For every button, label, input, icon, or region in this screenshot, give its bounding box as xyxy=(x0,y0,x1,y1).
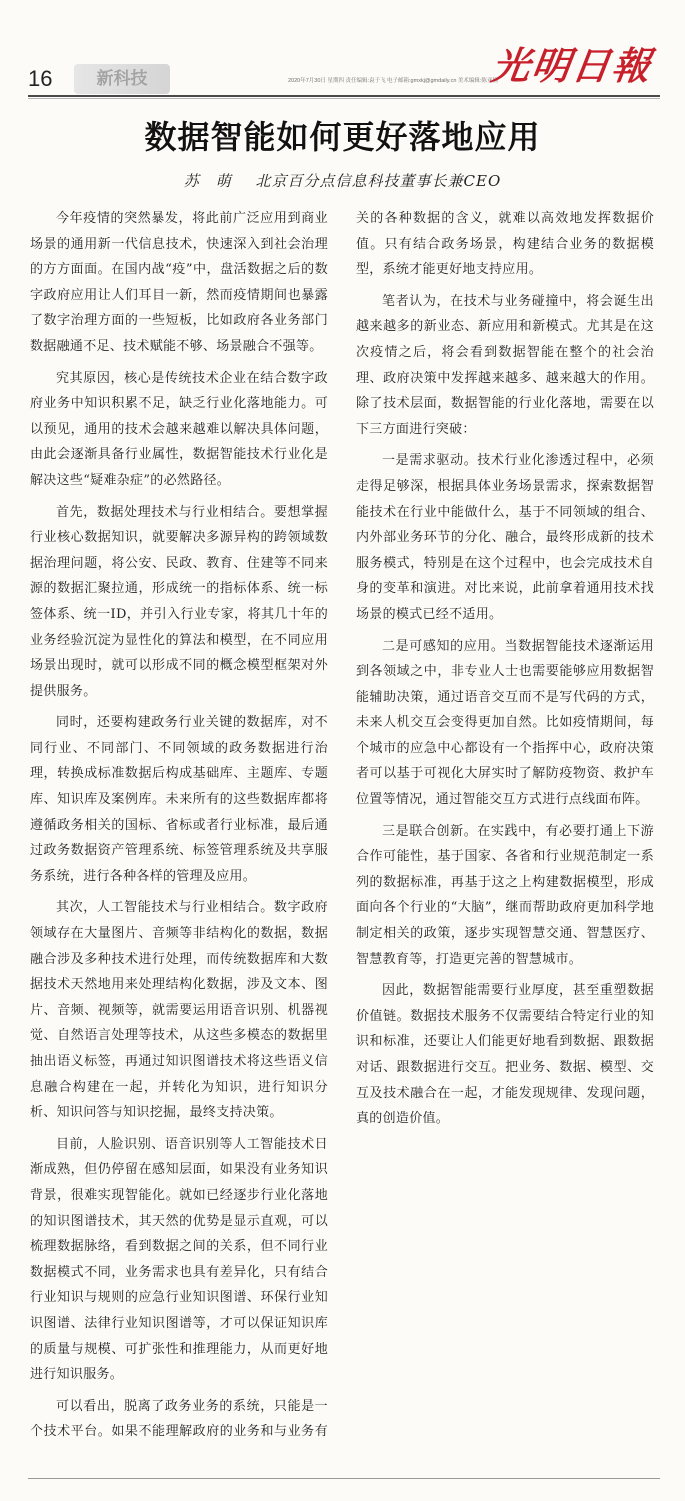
paragraph: 今年疫情的突然暴发，将此前广泛应用到商业场景的通用新一代信息技术，快速深入到社会治理的方方面面。在国内战“疫”中，盘活数据之后的数字政府应用让人们耳目一新，然而疫情期间也暴露了数字治理方面的一些短板，比如政府各业务部门数据融通不足、技术赋能不够、场景融合不强等。 xyxy=(30,211,328,354)
paragraph: 三是联合创新。在实践中，有必要打通上下游合作可能性，基于国家、各省和行业规范制定一系列的数据标准，再基于这之上构建数据模型，形成面向各个行业的“大脑”，继而帮助政府更加科学地制定相关的政策，逐步实现智慧交通、智慧医疗、智慧教育等，打造更完善的智慧城市。 xyxy=(356,823,654,967)
byline xyxy=(0,170,685,191)
article-body xyxy=(30,206,654,1466)
issue-meta: 2020年7月30日 星期四 责任编辑:袁于飞 电子邮箱:gmxkj@gmdaily.cn 美术编辑:陈亚楠 xyxy=(288,78,498,84)
bottom-rule xyxy=(28,1478,660,1479)
paragraph: 其次，人工智能技术与行业相结合。数字政府领域存在大量图片、音频等非结构化的数据，数据融合涉及多种技术进行处理，而传统数据库和大数据技术天然地用来处理结构化数据，涉及文本、图片、音频、视频等，就需要运用语音识别、机器视觉、自然语言处理等技术，从这些多模态的数据里抽出语义标签，再通过知识图谱技术将这些语义信息融合构建在一起，并转化为知识，进行知识分析、知识问答与知识挖掘，最终支持决策。 xyxy=(30,900,328,1121)
header-rule xyxy=(28,95,660,97)
paragraph: 同时，还要构建政务行业关键的数据库，对不同行业、不同部门、不同领域的政务数据进行治理，转换成标准数据后构成基础库、主题库、专题库、知识库及案例库。未来所有的这些数据库都将遵循政务相关的国标、省标或者行业标准，最后通过政务数据资产管理系统、标签管理系统及共享服务系统，进行各种各样的管理及应用。 xyxy=(30,715,328,884)
page-header xyxy=(0,0,685,98)
header-rule-thin xyxy=(28,98,660,99)
author-title: 北京百分点信息科技董事长兼CEO xyxy=(255,172,502,190)
section-tag: 新科技 xyxy=(74,64,170,94)
paragraph: 究其原因，核心是传统技术企业在结合数字政府业务中知识积累不足，缺乏行业化落地能力。可以预见，通用的技术会越来越难以解决具体问题，由此会逐渐具备行业属性，数据智能技术行业化是解决这些“疑难杂症”的必然路径。 xyxy=(30,370,328,488)
paragraph: 可以看出，脱离了政务业务的系统，只能是一个技术平台。如果不能理解政府的业务和与业务有关的各种数据的含义，就难以高效地发挥数据价值。只有结合政务场景，构建结合业务的数据模型，系统才能更好地支持应用。 xyxy=(30,211,654,1440)
newspaper-logo: 光明日報 xyxy=(488,43,656,88)
paragraph: 因此，数据智能需要行业厚度，甚至重塑数据价值链。数据技术服务不仅需要结合特定行业的知识和标准，还要让人们能更好地看到数据、跟数据对话、跟数据进行交互。把业务、数据、模型、交互及技术融合在一起，才能发现规律、发现问题，真的创造价值。 xyxy=(356,983,654,1127)
article-title: 数据智能如何更好落地应用 xyxy=(144,118,541,156)
paragraph: 首先，数据处理技术与行业相结合。要想掌握行业核心数据知识，就要解决多源异构的跨领域数据治理问题，将公安、民政、教育、住建等不同来源的数据汇聚拉通，形成统一的指标体系、统一标签体系、统一ID，并引入行业专家，将其几十年的业务经验沉淀为显性化的算法和模型，在不同应用场景出现时，就可以形成不同的概念模型框架对外提供服务。 xyxy=(30,504,328,699)
page-number: 16 xyxy=(28,66,53,91)
author-name: 苏 萌 xyxy=(183,172,232,190)
paragraph: 二是可感知的应用。当数据智能技术逐渐运用到各领域之中，非专业人士也需要能够应用数据智能辅助决策，通过语音交互而不是写代码的方式，未来人机交互会变得更加自然。比如疫情期间，每个城市的应急中心都设有一个指挥中心，政府决策者可以基于可视化大屏实时了解防疫物资、救护车位置等情况，通过智能交互方式进行点线面布阵。 xyxy=(356,638,654,808)
paragraph: 笔者认为，在技术与业务碰撞中，将会诞生出越来越多的新业态、新应用和新模式。尤其是在这次疫情之后，将会看到数据智能在整个的社会治理、政府决策中发挥越来越多、越来越大的作用。除了技术层面，数据智能的行业化落地，需要在以下三方面进行突破： xyxy=(356,293,654,437)
paragraph: 一是需求驱动。技术行业化渗透过程中，必须走得足够深，根据具体业务场景需求，探索数据智能技术在行业中能做什么，基于不同领域的组合、内外部业务环节的分化、融合，最终形成新的技术服务模式，特别是在这个过程中，也会完成技术自身的变革和演进。对比来说，此前拿着通用技术找场景的模式已经不适用。 xyxy=(356,453,654,622)
paragraph: 目前，人脸识别、语音识别等人工智能技术日渐成熟，但仍停留在感知层面，如果没有业务知识背景，很难实现智能化。就如已经逐步行业化落地的知识图谱技术，其天然的优势是显示直观，可以梳理数据脉络，看到数据之间的关系，但不同行业数据模式不同，业务需求也具有差异化，只有结合行业知识与规则的应急行业知识图谱、环保行业知识图谱、法律行业知识图谱等，才可以保证知识库的质量与规模、可扩张性和推理能力，从而更好地进行知识服务。 xyxy=(30,1136,328,1383)
